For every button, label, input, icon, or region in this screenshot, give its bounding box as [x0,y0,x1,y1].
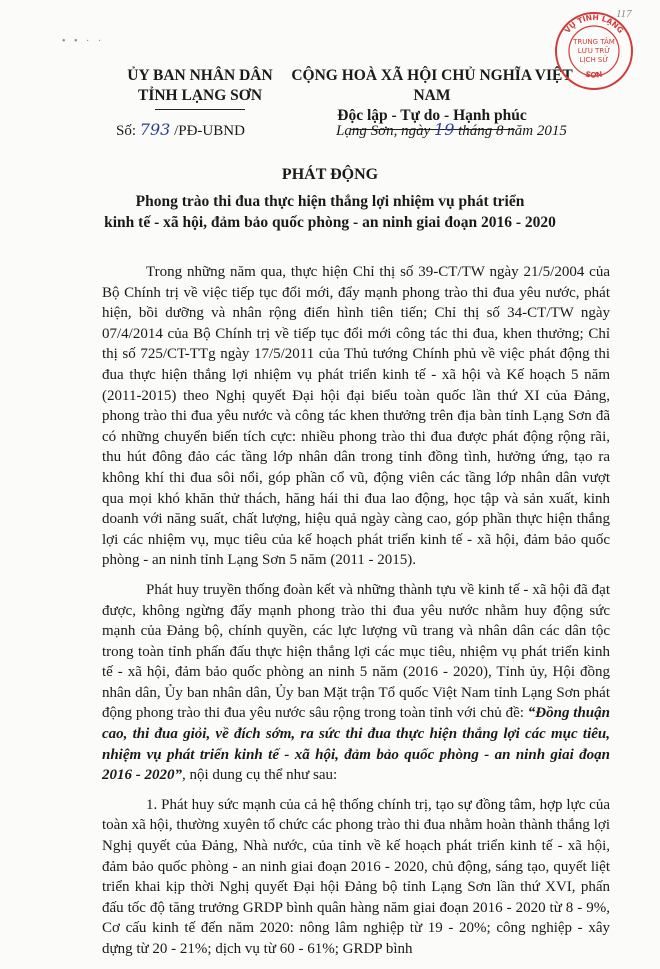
document-title: PHÁT ĐỘNG [281,166,379,183]
stamp-ring-top: VỤ TỈNH LẠNG [562,12,626,35]
campaign-slogan: “Đồng thuận cao, thi đua giỏi, về đích sớm, ra sức thi đua thực hiện thắng lợi các mục tiêu, nhiệm vụ phát triển kinh tế - xã hội, đảm bảo quốc phòng - an ninh giai đoạn 2016 - 2020” [102,705,610,784]
paragraph-3: 1. Phát huy sức mạnh của cả hệ thống chính trị, tạo sự đồng tâm, hợp lực của toàn xã hội, thường xuyên tổ chức các phong trào thi đua nhằm hoàn thành thắng lợi Nghị quyết của Đảng, Nhà nước, của tỉnh về kế hoạch phát triển kinh tế - xã hội, đảm bảo quốc phòng - an ninh giai đoạn 2016 - 2020, chủ động, sáng tạo, quyết liệt triển khai kịp thời Nghị quyết Đại hội Đảng bộ tỉnh Lạng Sơn lần thứ XVI, phấn đấu tốc độ tăng trưởng GRDP bình quân hàng năm giai đoạn 2016 - 2020 từ 8 - 9%, Cơ cấu kinh tế đến năm 2020: nông lâm nghiệp từ 19 - 20%; công nghiệp - xây dựng từ 20 - 21%; dịch vụ từ 60 - 61%; GRDP bình [102,796,610,957]
paragraph-2 [102,580,610,786]
archive-stamp [553,10,635,92]
date-day-handwritten: 19 [434,120,455,139]
paragraph-2-end: , nội dung cụ thể như sau: [182,767,338,784]
authority-line2: TỈNH LẠNG SƠN [137,87,263,104]
motto: Độc lập - Tự do - Hạnh phúc [337,107,527,124]
stamp-line3: LỊCH SỬ [579,56,609,64]
country-name: CỘNG HOÀ XÃ HỘI CHỦ NGHĨA VIỆT NAM [291,67,573,104]
subtitle-line1: Phong trào thi đua thực hiện thắng lợi nhiệm vụ phát triển [135,193,525,210]
docno-handwritten: 793 [139,120,171,139]
document-subtitle [60,191,600,233]
scan-specks: • • · · [62,36,105,47]
stamp-line1: TRUNG TÂM [573,38,615,46]
docno-suffix: /PĐ-UBND [170,123,245,139]
archive-page-number: 117 [616,8,632,20]
paragraph-1: Trong những năm qua, thực hiện Chỉ thị số 39-CT/TW ngày 21/5/2004 của Bộ Chính trị về việc tiếp tục đổi mới, đẩy mạnh phong trào thi đua yêu nước, phát hiện, bồi dưỡng và nhân rộng điển hình tiên tiến; Chỉ thị số 34-CT/TW ngày 07/4/2014 của Bộ Chính trị về tiếp tục đổi mới công tác thi đua, khen thưởng; Chỉ thị số 725/CT-TTg ngày 17/5/2011 của Thủ tướng Chính phủ về việc phát động thi đua thực hiện thắng lợi nhiệm vụ phát triển kinh tế - xã hội và Kế hoạch 5 năm (2011-2015) theo Nghị quyết Đại hội đại biểu toàn quốc lần thứ XI của Đảng, phong trào thi đua yêu nước và công tác khen thưởng trên địa bàn tỉnh Lạng Sơn đã có những chuyển biến tích cực: nhiều phong trào thi đua được phát động rộng rãi, thu hút đông đảo các tầng lớp nhân dân trong tỉnh đồng tình, hưởng ứng, tạo ra không khí thi đua sôi nổi, góp phần cổ vũ, động viên các tầng lớp nhân dân vượt qua mọi khó khăn thử thách, hăng hái thi đua lao động, học tập và sản xuất, kinh doanh với năng suất, chất lượng, hiệu quả ngày càng cao, góp phần thực hiện thắng lợi các nhiệm vụ, mục tiêu của kế hoạch phát triển kinh tế - xã hội, đảm bảo quốc phòng - an ninh tỉnh Lạng Sơn 5 năm (2011 - 2015). [102,264,610,569]
authority-line1: ỦY BAN NHÂN DÂN [127,67,273,84]
docno-prefix: Số: [116,123,140,139]
place-and-date [336,120,567,140]
authority-underline [155,109,245,110]
paragraph-2-text: Phát huy truyền thống đoàn kết và những thành tựu về kinh tế - xã hội đã đạt được, không ngừng đẩy mạnh phong trào thi đua yêu nước nhằm huy động sức mạnh của Đảng bộ, chính quyền, các lực lượng vũ trang và nhân dân các dân tộc trong toàn tỉnh phấn đấu thực hiện thắng lợi các mục tiêu, nhiệm vụ phát triển kinh tế - xã hội, đảm bảo quốc phòng an ninh 5 năm (2016 - 2020), Tỉnh ủy, Hội đồng nhân dân, Ủy ban nhân dân, Ủy ban Mặt trận Tổ quốc Việt Nam tỉnh Lạng Sơn phát động phong trào thi đua yêu nước sâu rộng trong toàn tỉnh với chủ đề: [102,581,610,722]
document-number [116,120,245,140]
document-body [102,262,610,969]
date-suffix: tháng 8 năm 2015 [454,123,567,139]
date-prefix: Lạng Sơn, ngày [336,123,435,139]
stamp-ring-bottom: SƠN [584,69,604,80]
subtitle-line2: kinh tế - xã hội, đảm bảo quốc phòng - an ninh giai đoạn 2016 - 2020 [104,214,556,231]
stamp-line2: LƯU TRỮ [577,47,611,55]
